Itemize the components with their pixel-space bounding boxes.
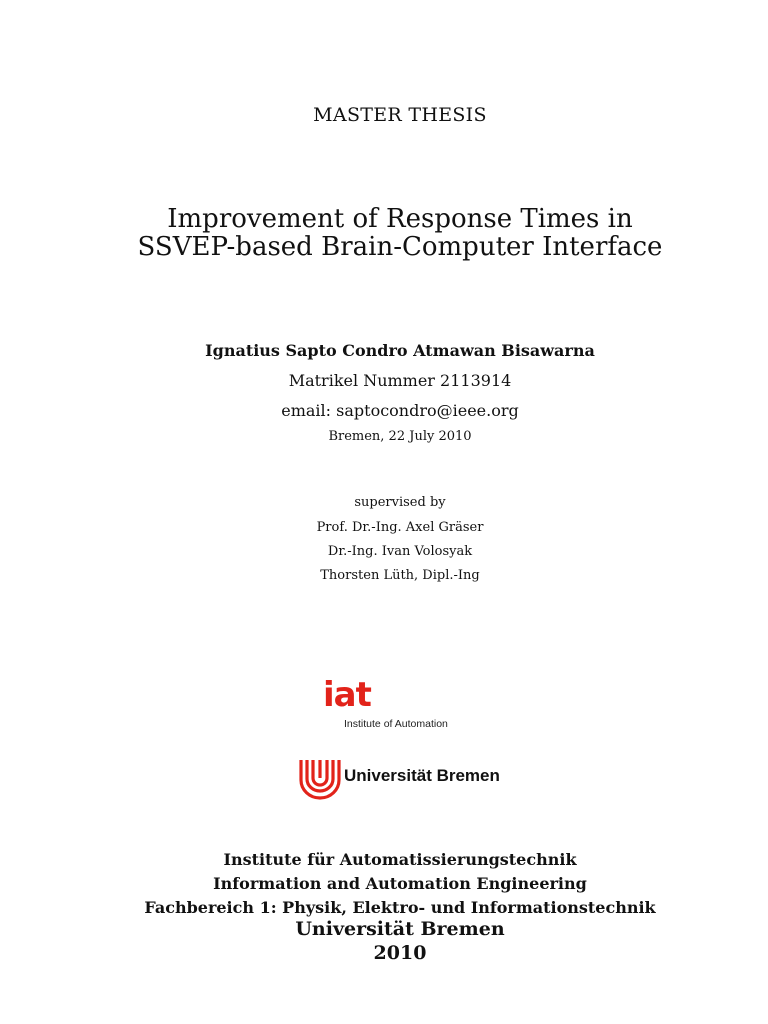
author-name: Ignatius Sapto Condro Atmawan Bisawarna	[205, 341, 595, 360]
supervisor-3: Thorsten Lüth, Dipl.-Ing	[320, 568, 480, 583]
matrikel-number: Matrikel Nummer 2113914	[288, 371, 512, 390]
thesis-year: 2010	[373, 942, 427, 964]
university-seal-icon	[298, 756, 342, 800]
iat-logo-mark: iat	[323, 675, 371, 715]
department-name: Information and Automation Engineering	[213, 874, 587, 893]
thesis-title-line-2: SSVEP-based Brain-Computer Interface	[137, 232, 663, 262]
universitaet-bremen-logo	[298, 756, 528, 802]
document-type: MASTER THESIS	[313, 104, 487, 126]
iat-logo	[323, 675, 473, 734]
thesis-title-line-1: Improvement of Response Times in	[167, 204, 633, 234]
supervisor-2: Dr.-Ing. Ivan Volosyak	[327, 544, 473, 559]
faculty-name: Fachbereich 1: Physik, Elektro- und Informationstechnik	[144, 898, 656, 917]
author-email: email: saptocondro@ieee.org	[281, 401, 519, 420]
institute-name: Institute für Automatissierungstechnik	[223, 850, 577, 869]
university-name-logo-text: Universität Bremen	[344, 766, 500, 785]
thesis-date: Bremen, 22 July 2010	[328, 429, 472, 444]
supervisor-1: Prof. Dr.-Ing. Axel Gräser	[316, 520, 484, 535]
university-name: Universität Bremen	[295, 918, 505, 940]
iat-logo-subtitle: Institute of Automation	[344, 718, 448, 730]
supervised-by-label: supervised by	[354, 495, 446, 510]
